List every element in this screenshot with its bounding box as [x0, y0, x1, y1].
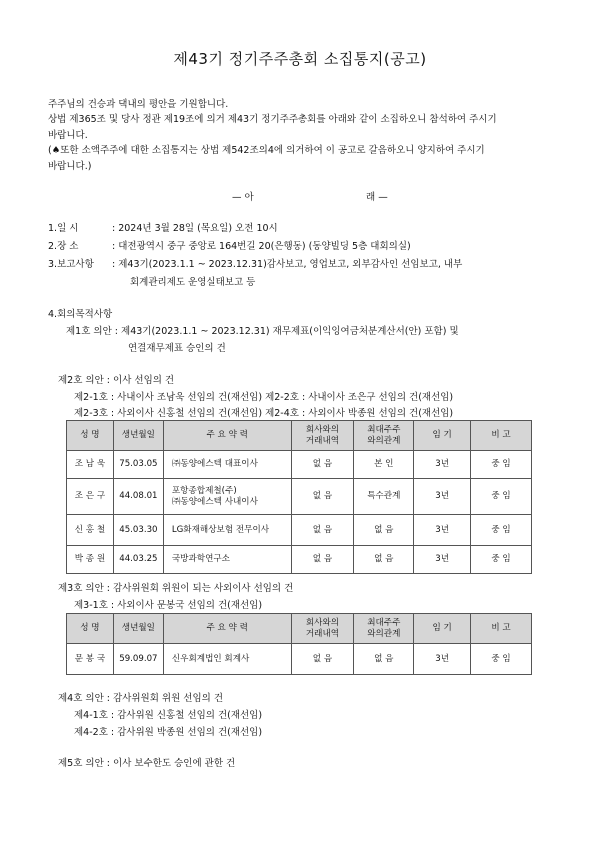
cell-note: 중 임	[471, 451, 532, 479]
table-row	[67, 546, 532, 574]
below-heading-right: 래 —	[366, 192, 388, 203]
table-row	[67, 479, 532, 515]
cell-birth: 44.08.01	[113, 479, 163, 515]
cell-name: 신 홍 철	[67, 515, 114, 546]
cell-name: 문 봉 국	[67, 644, 114, 675]
cell-note: 중 임	[471, 644, 532, 675]
below-heading-left: — 아	[232, 192, 254, 203]
header-birth: 생년월일	[113, 421, 163, 451]
cell-birth: 59.09.07	[113, 644, 163, 675]
intro-line-1: 상법 제365조 및 당사 정관 제19조에 의거 제43기 정기주주총회를 아래와 같이 소집하오니 참석하여 주시기	[48, 114, 497, 125]
report-value-2: 회계관리제도 운영실태보고 등	[130, 277, 256, 288]
header-birth: 생년월일	[113, 614, 163, 644]
cell-name: 박 종 원	[67, 546, 114, 574]
cell-transaction: 없 음	[291, 479, 354, 515]
table-header-row	[67, 421, 532, 451]
table-header-row	[67, 614, 532, 644]
cell-transaction: 없 음	[291, 644, 354, 675]
header-term: 임 기	[414, 614, 471, 644]
cell-relation: 특수관계	[354, 479, 414, 515]
greeting: 주주님의 건승과 댁내의 평안을 기원합니다.	[48, 99, 229, 110]
agenda-heading: 4.회의목적사항	[48, 309, 113, 320]
table-row	[67, 644, 532, 675]
header-career: 주 요 약 력	[163, 614, 291, 644]
cell-relation: 없 음	[354, 515, 414, 546]
cell-term: 3년	[414, 515, 471, 546]
cell-transaction: 없 음	[291, 451, 354, 479]
report-label: 3.보고사항	[48, 259, 94, 270]
cell-career: 신우회계법인 회계사	[163, 644, 291, 675]
agenda-5: 제5호 의안 : 이사 보수한도 승인에 관한 건	[58, 758, 236, 769]
header-note: 비 고	[471, 421, 532, 451]
notice-line-2: 바랍니다.)	[48, 161, 92, 172]
cell-transaction: 없 음	[291, 546, 354, 574]
notice-line-1: (♠또한 소액주주에 대한 소집통지는 상법 제542조의4에 의거하여 이 공고로 갈음하오니 양지하여 주시기	[48, 145, 485, 156]
agenda-3-sub-1: 제3-1호 : 사외이사 문봉국 선임의 건(재선임)	[74, 600, 263, 611]
cell-name: 조 남 욱	[67, 451, 114, 479]
cell-term: 3년	[414, 644, 471, 675]
page-title: 제43기 정기주주총회 소집통지(공고)	[173, 50, 427, 68]
cell-note: 중 임	[471, 479, 532, 515]
intro-line-2: 바랍니다.	[48, 130, 88, 141]
cell-term: 3년	[414, 546, 471, 574]
cell-career: LG화재해상보험 전무이사	[163, 515, 291, 546]
cell-career: 포항종합제철(주) ㈜동양에스텍 사내이사	[163, 479, 291, 515]
cell-birth: 44.03.25	[113, 546, 163, 574]
cell-relation: 없 음	[354, 644, 414, 675]
table-row	[67, 451, 532, 479]
agenda-2-sub-1: 제2-1호 : 사내이사 조남욱 선임의 건(재선임) 제2-2호 : 사내이사 조은구 선임의 건(재선임)	[74, 392, 454, 403]
place-label: 2.장 소	[48, 241, 79, 252]
cell-term: 3년	[414, 479, 471, 515]
agenda-2-sub-2: 제2-3호 : 사외이사 신홍철 선임의 건(재선임) 제2-4호 : 사외이사 박종원 선임의 건(재선임)	[74, 408, 454, 419]
header-term: 임 기	[414, 421, 471, 451]
cell-relation: 본 인	[354, 451, 414, 479]
agenda-4: 제4호 의안 : 감사위원회 위원 선임의 건	[58, 693, 224, 704]
header-relation: 최대주주 와의관계	[354, 614, 414, 644]
agenda-1-line-1: 제1호 의안 : 제43기(2023.1.1 ~ 2023.12.31) 재무제표(이익잉여금처분계산서(안) 포함) 및	[66, 326, 459, 337]
cell-term: 3년	[414, 451, 471, 479]
agenda-2: 제2호 의안 : 이사 선임의 건	[58, 375, 175, 386]
cell-career: ㈜동양에스텍 대표이사	[163, 451, 291, 479]
agenda-1-line-2: 연결재무제표 승인의 건	[128, 343, 226, 354]
agenda-3: 제3호 의안 : 감사위원회 위원이 되는 사외이사 선임의 건	[58, 583, 294, 594]
cell-transaction: 없 음	[291, 515, 354, 546]
agenda-4-sub-1: 제4-1호 : 감사위원 신홍철 선임의 건(재선임)	[74, 710, 263, 721]
report-value-1: : 제43기(2023.1.1 ~ 2023.12.31)감사보고, 영업보고, 외부감사인 선임보고, 내부	[112, 259, 463, 270]
header-name: 성 명	[67, 614, 114, 644]
table-row	[67, 515, 532, 546]
header-transaction: 회사와의 거래내역	[291, 614, 354, 644]
cell-name: 조 은 구	[67, 479, 114, 515]
directors-table	[66, 420, 532, 574]
header-relation: 최대주주 와의관계	[354, 421, 414, 451]
cell-note: 중 임	[471, 515, 532, 546]
cell-birth: 45.03.30	[113, 515, 163, 546]
cell-birth: 75.03.05	[113, 451, 163, 479]
date-value: : 2024년 3월 28일 (목요일) 오전 10시	[112, 223, 278, 234]
agenda-4-sub-2: 제4-2호 : 감사위원 박종원 선임의 건(재선임)	[74, 727, 263, 738]
header-transaction: 회사와의 거래내역	[291, 421, 354, 451]
header-career: 주 요 약 력	[163, 421, 291, 451]
date-label: 1.일 시	[48, 223, 79, 234]
cell-career: 국방과학연구소	[163, 546, 291, 574]
cell-note: 중 임	[471, 546, 532, 574]
place-value: : 대전광역시 중구 중앙로 164번길 20(은행동) (동양빌딩 5층 대회의실)	[112, 241, 411, 252]
header-note: 비 고	[471, 614, 532, 644]
cell-relation: 없 음	[354, 546, 414, 574]
audit-director-table	[66, 613, 532, 675]
header-name: 성 명	[67, 421, 114, 451]
